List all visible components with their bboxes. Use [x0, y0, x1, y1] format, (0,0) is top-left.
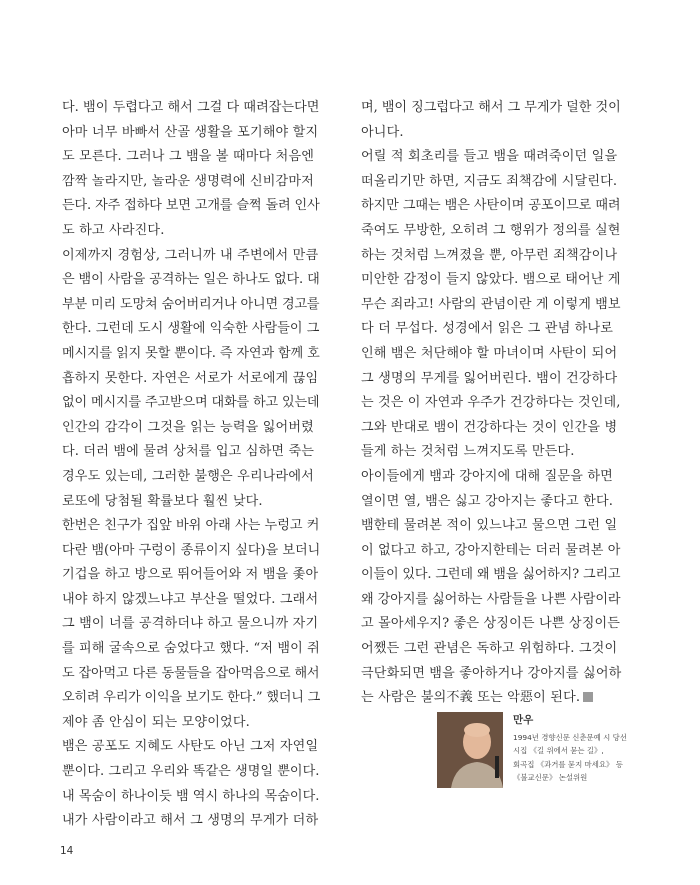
text-line: 다. 뱀이 두렵다고 해서 그걸 다 때려잡는다면 [62, 100, 320, 115]
text-line: 이들이 있다. 그런데 왜 뱀을 싫어하지? 그리고 [361, 567, 621, 583]
text-line: 어릴 적 회초리를 들고 뱀을 때려죽이던 일을 [361, 149, 618, 165]
text-line: 하는 것처럼 느껴졌을 뿐, 아무런 죄책감이나 [361, 247, 618, 263]
text-line: 은 뱀이 사람을 공격하는 일은 하나도 없다. 대 [62, 272, 320, 288]
text-line: 죽여도 무방한, 오히려 그 행위가 정의를 실현 [361, 222, 621, 238]
end-mark-icon [583, 692, 593, 702]
text-line: 하지만 그때는 뱀은 사탄이며 공포이므로 때려 [361, 198, 621, 214]
text-line: 는 것은 이 자연과 우주가 건강하다는 것인데, [361, 395, 621, 411]
text-line: 다. 더러 뱀에 물려 상처를 입고 심하면 죽는 [62, 444, 315, 460]
paragraph [62, 244, 320, 515]
text-line: 한번은 친구가 집앞 바위 아래 사는 누렁고 커 [62, 518, 320, 534]
text-line: 이 없다고 하고, 강아지한테는 더러 물려본 아 [361, 542, 621, 558]
text-line: 로또에 당첨될 확률보다 훨씬 낮다. [62, 493, 263, 509]
page-number: 14 [60, 845, 74, 857]
text-line: 를 피해 굴속으로 숨었다고 했다. “저 뱀이 쥐 [62, 641, 320, 657]
text-line: 왜 강아지를 싫어하는 사람들을 나쁜 사람이라 [361, 591, 621, 607]
text-line: 며, 뱀이 징그럽다고 해서 그 무게가 덜한 것이 [361, 100, 621, 115]
paragraph [361, 96, 621, 145]
author-bio-line: 회곡집 《과거를 묻지 마세요》 등 [513, 759, 623, 769]
author-photo [437, 712, 503, 788]
author-bio-line: 《불교신문》 논설위원 [513, 772, 588, 782]
text-line: 는 사람은 불의不義 또는 악惡이 된다. [361, 686, 621, 711]
text-line: 아이들에게 뱀과 강아지에 대해 질문을 하면 [361, 468, 613, 484]
text-line: 든다. 자주 접하다 보면 고개를 슬쩍 돌려 인사 [62, 198, 320, 214]
text-line: 기겁을 하고 방으로 뛰어들어와 저 뱀을 좇아 [62, 567, 319, 583]
paragraph [62, 96, 320, 244]
paragraph [361, 465, 621, 711]
text-line: 미안한 감정이 들지 않았다. 뱀으로 태어난 게 [361, 272, 621, 288]
text-line: 흡하지 못한다. 자연은 서로가 서로에게 끊임 [62, 370, 319, 386]
author-box [437, 712, 637, 790]
text-line: 그 뱀이 너를 공격하더냐 하고 물으니까 자기 [62, 616, 319, 632]
text-line: 도 하고 사라진다. [62, 222, 165, 238]
text-line: 그 생명의 무게를 잃어버린다. 뱀이 건강하다 [361, 370, 618, 386]
text-line: 제야 좀 안심이 되는 모양이었다. [62, 714, 250, 730]
paragraph [361, 145, 621, 465]
text-line: 아니다. [361, 124, 404, 140]
text-line: 열이면 열, 뱀은 싫고 강아지는 좋다고 한다. [361, 493, 614, 509]
author-name: 만우 [513, 714, 534, 726]
text-line: 떠올리기만 하면, 지금도 죄책감에 시달린다. [361, 173, 618, 189]
text-line: 깜짝 놀라지만, 놀라운 생명력에 신비감마저 [62, 173, 314, 189]
text-line: 어쨌든 그런 관념은 독하고 위험하다. 그것이 [361, 641, 618, 657]
text-line: 내 목숨이 하나이듯 뱀 역시 하나의 목숨이다. [62, 788, 320, 804]
text-line: 도 모른다. 그러나 그 뱀을 볼 때마다 처음엔 [62, 149, 315, 165]
text-line: 경우도 있는데, 그러한 불행은 우리나라에서 [62, 468, 314, 484]
author-bio-line: 시집 《길 위에서 묻는 길》, [513, 746, 604, 756]
text-line: 오히려 우리가 이익을 보기도 한다.” 했더니 그 [62, 690, 321, 706]
text-line: 그와 반대로 뱀이 건강하다는 것이 인간을 병 [361, 419, 618, 435]
text-line: 뱀한테 물려본 적이 있느냐고 물으면 그런 일 [361, 518, 618, 534]
text-line: 인간의 감각이 그것을 읽는 능력을 잃어버렸 [62, 419, 314, 435]
text-line: 다란 뱀(아마 구렁이 종류이지 싶다)을 보더니 [62, 542, 321, 558]
text-line: 내야 하지 않겠느냐고 부산을 떨었다. 그래서 [62, 591, 319, 607]
text-line: 이제까지 경험상, 그러니까 내 주변에서 만큼 [62, 247, 319, 263]
text-line: 도 잡아먹고 다른 동물들을 잡아먹음으로 해서 [62, 665, 320, 681]
text-line: 부분 미리 도망쳐 숨어버리거나 아니면 경고를 [62, 296, 320, 312]
paragraph [62, 735, 320, 833]
text-line: 뿐이다. 그리고 우리와 똑같은 생명일 뿐이다. [62, 764, 320, 780]
author-bio [513, 731, 643, 784]
text-line: 고 몰아세우지? 좋은 상징이든 나쁜 상징이든 [361, 616, 621, 632]
text-line: 한다. 그런데 도시 생활에 익숙한 사람들이 그 [62, 321, 320, 337]
text-line: 내가 사람이라고 해서 그 생명의 무게가 더하 [62, 813, 319, 829]
text-line: 극단화되면 뱀을 좋아하거나 강아지를 싫어하 [361, 665, 622, 681]
text-line: 없이 메시지를 주고받으며 대화를 하고 있는데 [62, 395, 320, 411]
text-line: 인해 뱀은 처단해야 할 마녀이며 사탄이 되어 [361, 345, 618, 361]
right-column [361, 96, 621, 711]
text-line: 아마 너무 바빠서 산골 생활을 포기해야 할지 [62, 124, 319, 140]
paragraph [62, 514, 320, 735]
text-line: 메시지를 읽지 못할 뿐이다. 즉 자연과 함께 호 [62, 345, 320, 361]
text-line: 뱀은 공포도 지혜도 사탄도 아닌 그저 자연일 [62, 739, 319, 755]
text-line: 무슨 죄라고! 사람의 관념이란 게 이렇게 뱀보 [361, 296, 621, 312]
text-line: 다 더 무섭다. 성경에서 읽은 그 관념 하나로 [361, 321, 614, 337]
author-bio-line: 1994년 경향신문 신춘문예 시 당선 [513, 733, 627, 742]
text-line: 들게 하는 것처럼 느껴지도록 만든다. [361, 444, 575, 460]
left-column [62, 96, 320, 834]
